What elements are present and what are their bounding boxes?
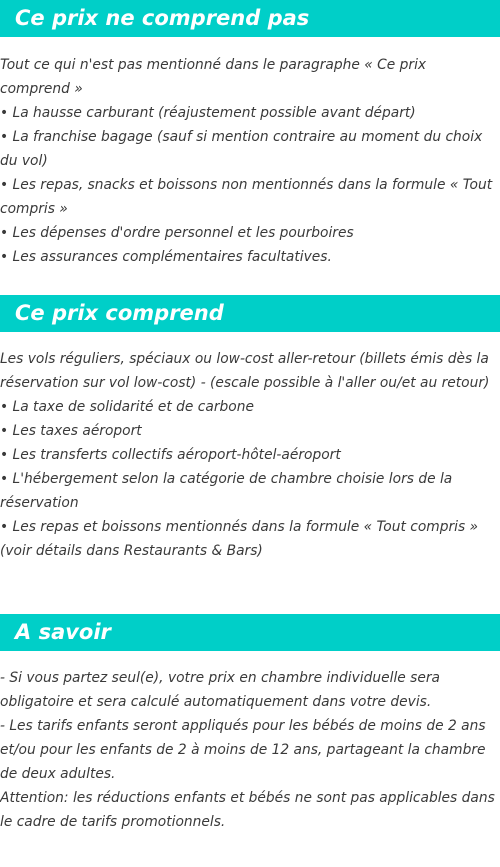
list-item: - Si vous partez seul(e), votre prix en chambre individuelle sera obligatoire et sera calculé automatiquement dans votre devis.: [0, 670, 440, 710]
section-title: Ce prix comprend: [15, 301, 224, 325]
list-item: • Les dépenses d'ordre personnel et les pourboires: [0, 225, 354, 241]
list-item: • Les assurances complémentaires facultatives.: [0, 249, 332, 265]
section-title: A savoir: [15, 620, 111, 644]
list-item: Tout ce qui n'est pas mentionné dans le paragraphe « Ce prix comprend »: [0, 57, 427, 97]
section-body: [0, 666, 498, 834]
list-item: • La taxe de solidarité et de carbone: [0, 399, 254, 415]
section-header-band: [0, 614, 500, 651]
section-title: Ce prix ne comprend pas: [15, 6, 310, 30]
list-item: Les vols réguliers, spéciaux ou low-cost aller-retour (billets émis dès la réservation sur vol low-cost) - (escale possible à l'aller ou/et au retour): [0, 351, 490, 391]
list-item: • La hausse carburant (réajustement possible avant départ): [0, 105, 416, 121]
section-body: [0, 53, 498, 269]
section-header-band: [0, 295, 500, 332]
list-item: Attention: les réductions enfants et bébés ne sont pas applicables dans le cadre de tarifs promotionnels.: [0, 790, 495, 830]
list-item: • Les transferts collectifs aéroport-hôtel-aéroport: [0, 447, 341, 463]
section-body: [0, 347, 498, 563]
list-item: • La franchise bagage (sauf si mention contraire au moment du choix du vol): [0, 129, 483, 169]
list-item: • Les repas, snacks et boissons non mentionnés dans la formule « Tout compris »: [0, 177, 493, 217]
list-item: - Les tarifs enfants seront appliqués pour les bébés de moins de 2 ans et/ou pour les enfants de 2 à moins de 12 ans, partageant la chambre de deux adultes.: [0, 718, 486, 782]
list-item: • Les repas et boissons mentionnés dans la formule « Tout compris » (voir détails dans Restaurants & Bars): [0, 519, 479, 559]
section-header-band: [0, 0, 500, 37]
list-item: • L'hébergement selon la catégorie de chambre choisie lors de la réservation: [0, 471, 453, 511]
list-item: • Les taxes aéroport: [0, 423, 142, 439]
